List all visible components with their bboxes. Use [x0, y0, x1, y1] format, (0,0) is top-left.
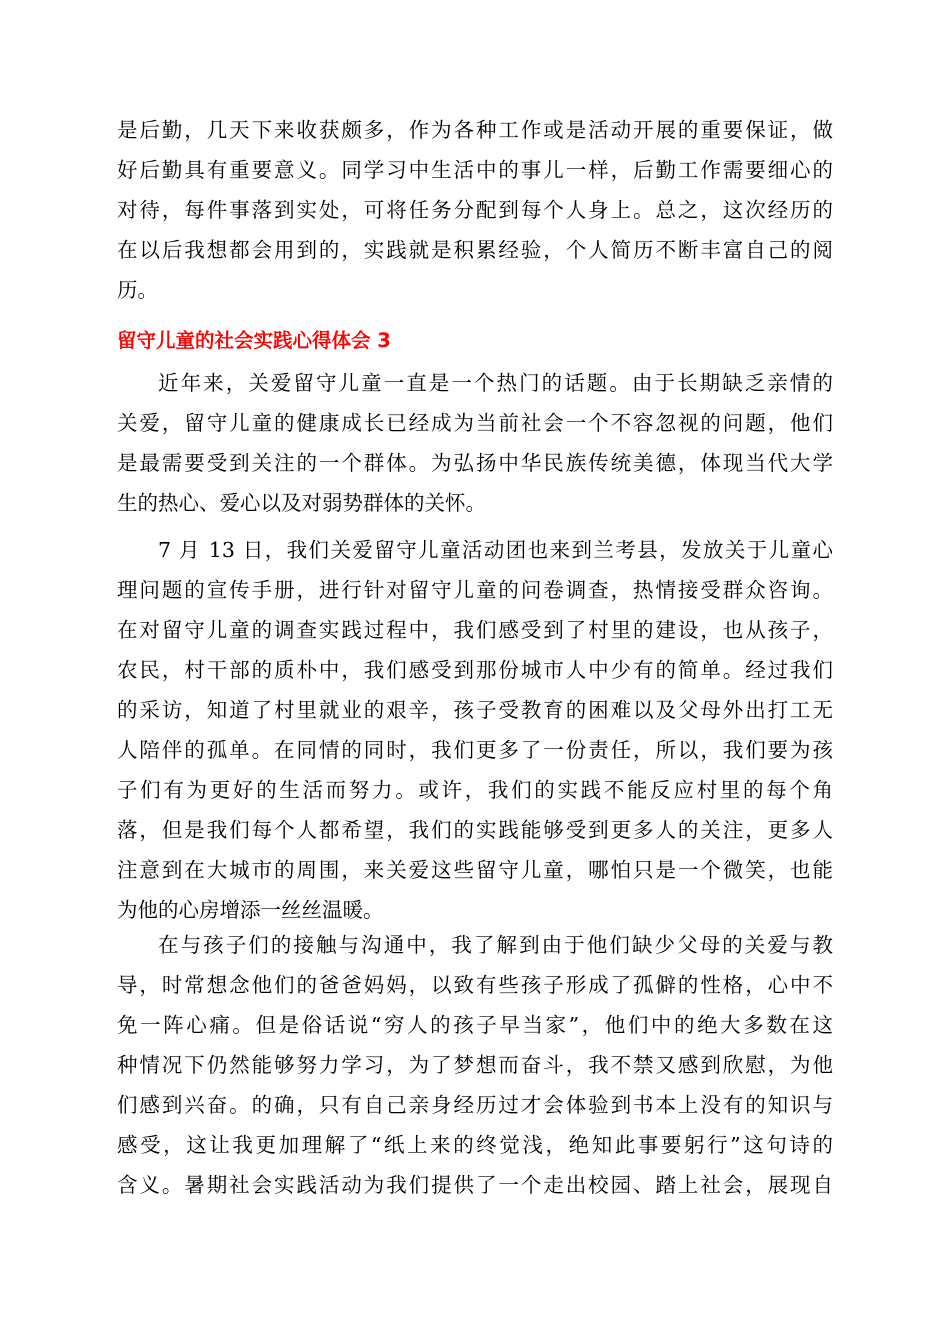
paragraph-line: 含义。暑期社会实践活动为我们提供了一个走出校园、踏上社会，展现自: [117, 1173, 833, 1197]
paragraph-line: 农民，村干部的质朴中，我们感受到那份城市人中少有的简单。经过我们: [117, 658, 833, 682]
paragraph-line: 是后勤，几天下来收获颇多，作为各种工作或是活动开展的重要保证，做: [117, 118, 833, 142]
paragraph-line: 对待，每件事落到实处，可将任务分配到每个人身上。总之，这次经历的: [117, 198, 833, 222]
paragraph-line: 的采访，知道了村里就业的艰辛，孩子受教育的困难以及父母外出打工无: [117, 698, 833, 722]
paragraph-line: 落，但是我们每个人都希望，我们的实践能够受到更多人的关注，更多人: [117, 818, 833, 842]
paragraph-line: 免一阵心痛。但是俗话说“穷人的孩子早当家”，他们中的绝大多数在这: [117, 1013, 833, 1037]
paragraph-reflection: [117, 925, 833, 1205]
paragraph-line: 子们有为更好的生活而努力。或许，我们的实践不能反应村里的每个角: [117, 778, 833, 802]
paragraph-line: 历。: [117, 278, 158, 302]
paragraph-activity: [117, 530, 833, 930]
paragraph-line: 生的热心、爱心以及对弱势群体的关怀。: [117, 491, 486, 515]
paragraph-line: 在与孩子们的接触与沟通中，我了解到由于他们缺少父母的关爱与教: [158, 933, 833, 957]
paragraph-line: 感受，这让我更加理解了“纸上来的终觉浅，绝知此事要躬行”这句诗的: [117, 1133, 833, 1157]
paragraph-line: 好后勤具有重要意义。同学习中生活中的事儿一样，后勤工作需要细心的: [117, 158, 833, 182]
paragraph-line: 是最需要受到关注的一个群体。为弘扬中华民族传统美德，体现当代大学: [117, 451, 833, 475]
paragraph-line: 关爱，留守儿童的健康成长已经成为当前社会一个不容忽视的问题，他们: [117, 411, 833, 435]
paragraph-logistics: [117, 110, 833, 310]
paragraph-line: 在以后我想都会用到的，实践就是积累经验，个人简历不断丰富自己的阅: [117, 238, 833, 262]
section-heading: 留守儿童的社会实践心得体会 3: [117, 329, 391, 352]
paragraph-line: 们感到兴奋。的确，只有自己亲身经历过才会体验到书本上没有的知识与: [117, 1093, 833, 1117]
paragraph-line: 导，时常想念他们的爸爸妈妈，以致有些孩子形成了孤僻的性格，心中不: [117, 973, 833, 997]
paragraph-line: 种情况下仍然能够努力学习，为了梦想而奋斗，我不禁又感到欣慰，为他: [117, 1053, 833, 1077]
paragraph-line: 在对留守儿童的调查实践过程中，我们感受到了村里的建设，也从孩子，: [117, 618, 833, 642]
paragraph-line: 近年来，关爱留守儿童一直是一个热门的话题。由于长期缺乏亲情的: [158, 371, 833, 395]
paragraph-intro: [117, 363, 833, 523]
paragraph-line: 理问题的宣传手册，进行针对留守儿童的问卷调查，热情接受群众咨询。: [117, 578, 833, 602]
paragraph-line: 人陪伴的孤单。在同情的同时，我们更多了一份责任，所以，我们要为孩: [117, 738, 833, 762]
paragraph-line: 注意到在大城市的周围，来关爱这些留守儿童，哪怕只是一个微笑，也能: [117, 858, 833, 882]
paragraph-line: 为他的心房增添一丝丝温暖。: [117, 898, 384, 922]
paragraph-line: 7 月 13 日，我们关爱留守儿童活动团也来到兰考县，发放关于儿童心: [158, 538, 833, 562]
